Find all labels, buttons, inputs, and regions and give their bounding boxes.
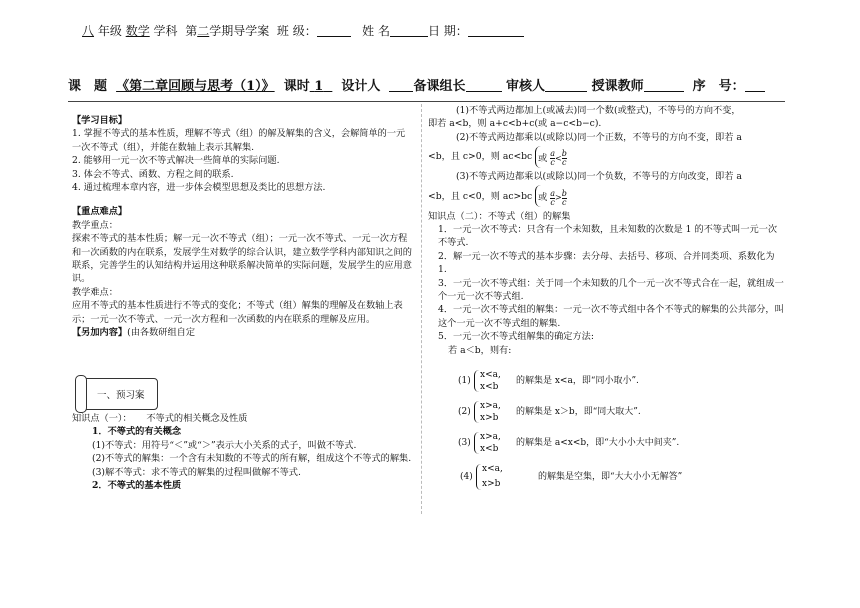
date-label: 日 期：	[427, 24, 468, 38]
designer-field[interactable]	[389, 79, 413, 92]
goal-item: 3. 体会不等式、函数、方程之间的联系.	[72, 168, 234, 180]
goal-item: 2. 能够用一元一次不等式解决一些简单的实际问题.	[72, 155, 280, 167]
kp1-label: 知识点（一）：	[72, 413, 132, 424]
property-1a: (1)不等式两边都加上(或减去)同一个数(或整式)，不等号的方向不变，	[456, 105, 741, 116]
system-desc: 的解集是 x＞b，即“同大取大”.	[516, 407, 641, 417]
topic-label: 课 题	[68, 79, 108, 94]
fraction-b-over-c: $\frac{b}{c}$	[561, 188, 567, 207]
grade-value: 八	[82, 24, 95, 38]
system-number: (2)	[458, 407, 471, 417]
leader-label: 备课组长	[413, 79, 466, 94]
system-desc: 的解集是空集，即“大大小小无解答”	[538, 472, 683, 482]
brace-icon	[474, 370, 479, 392]
system-bottom: x<b	[480, 382, 499, 392]
or-label: 或	[538, 152, 548, 164]
property-3b: <b，且 c<0，则 ac>bc	[428, 190, 533, 202]
kp1-sub1: 1．不等式的有关概念	[92, 426, 182, 438]
relation-sign: <	[555, 153, 562, 163]
subject-value: 数学	[125, 24, 150, 38]
system-number: (4)	[460, 472, 473, 482]
designer-label: 设计人	[341, 79, 381, 94]
kp2-item: 5．一元一次不等式组解集的确定方法:	[438, 331, 594, 343]
topic-value: 《第二章回顾与思考（1）》	[116, 79, 275, 94]
left-column-lower	[72, 412, 412, 492]
header-divider	[68, 101, 785, 102]
course-info-line	[68, 75, 765, 94]
column-divider	[421, 104, 422, 514]
kp2-item: 3．一元一次不等式组：关于同一个未知数的几个一元一次不等式合在一起，就组成一个一元一次不等式组.	[438, 277, 784, 303]
name-field[interactable]	[390, 24, 428, 37]
system-top: x>a,	[480, 401, 501, 411]
kp1-item: (1)不等式：用符号“＜”或“＞”表示大小关系的式子，叫做不等式.	[92, 439, 357, 451]
goal-item: 1. 掌握不等式的基本性质，理解不等式（组）的解及解集的含义，会解简单的一元一次不等式（组），并能在数轴上表示其解集.	[72, 128, 406, 153]
system-desc: 的解集是 x<a，即“同小取小”.	[516, 376, 639, 386]
kp1-title: 不等式的相关概念及性质	[146, 413, 248, 424]
property-1b: 即若 a<b，则 a+c<b+c(或 a−c<b−c).	[428, 118, 602, 130]
preview-scroll-banner	[78, 378, 158, 410]
seq-label: 序 号：	[692, 79, 745, 94]
teacher-label: 授课教师	[591, 79, 644, 94]
seq-field[interactable]	[745, 79, 765, 92]
semester-post: 学期导学案	[209, 24, 270, 38]
key-text: 探索不等式的基本性质；解一元一次不等式（组）；一元一次不等式、一元一次方程和一次函数的内在联系，发展学生对数学的综合认识，建立数学学科内部知识之间的联系，完善学生的认知结构并运用这种联系解决简单的实际问题，发展学生的应用意识。	[72, 233, 412, 285]
system-number: (3)	[458, 438, 471, 448]
leader-field[interactable]	[466, 79, 502, 92]
brace-icon	[535, 185, 567, 207]
fraction-a-over-c: $\frac{a}{c}$	[550, 188, 556, 207]
brace-icon	[474, 401, 479, 423]
period-label: 课时	[283, 79, 310, 94]
name-label: 姓 名	[362, 24, 390, 38]
class-label: 班 级：	[276, 24, 317, 38]
scroll-curl	[75, 375, 87, 413]
or-label: 或	[538, 192, 548, 204]
teacher-field[interactable]	[644, 79, 684, 92]
brace-icon	[474, 432, 479, 454]
kp1-item: (3)解不等式：求不等式的解集的过程叫做解不等式.	[92, 466, 301, 478]
difficulty-label: 教学难点：	[72, 286, 118, 298]
kp1-sub2: 2．不等式的基本性质	[92, 480, 182, 492]
extra-note: (由各数研组自定	[127, 327, 196, 339]
kp2-item: 4．一元一次不等式组的解集：一元一次不等式组中各个不等式的解集的公共部分，叫这个一元一次不等式组的解集.	[438, 304, 784, 329]
property-2b: <b，且 c>0，则 ac<bc	[428, 151, 533, 163]
left-column	[72, 114, 412, 340]
semester-pre: 第	[185, 24, 198, 38]
reviewer-field[interactable]	[545, 79, 587, 92]
semester-value: 二	[197, 24, 210, 38]
class-field[interactable]	[317, 24, 351, 37]
system-top: x<a,	[480, 370, 501, 380]
reviewer-label: 审核人	[506, 79, 546, 94]
fraction-a-over-c: $\frac{a}{c}$	[550, 149, 556, 168]
k5-premise: 若 a＜b，则有:	[448, 344, 512, 356]
property-3a: (3)不等式两边都乘以(或除以)同一个负数，不等号的方向改变，即若 a	[456, 171, 742, 183]
relation-sign: >	[555, 193, 562, 203]
date-field[interactable]	[468, 24, 524, 37]
kp2-title: 知识点（二）：不等式（组）的解集	[428, 210, 571, 222]
fraction-b-over-c: $\frac{b}{c}$	[561, 149, 567, 168]
goals-title: 【学习目标】	[72, 115, 128, 126]
brace-icon	[476, 464, 481, 490]
kp2-item: 2．解一元一次不等式的基本步骤：去分母、去括号、移项、合并同类项、系数化为 1.	[438, 250, 775, 276]
scroll-label: 一、预习案	[97, 390, 145, 401]
system-top: x<a,	[482, 464, 503, 474]
key-label: 教学重点：	[72, 219, 118, 231]
system-bottom: x>b	[480, 413, 499, 423]
kp1-item: (2)不等式的解集：一个含有未知数的不等式的所有解，组成这个不等式的解集.	[92, 453, 412, 465]
kp2-item: 1．一元一次不等式：只含有一个未知数，且未知数的次数是 1 的不等式叫一元一次不等式.	[438, 224, 778, 249]
goal-item: 4. 通过梳理本章内容，进一步体会模型思想及类比的思想方法.	[72, 182, 326, 194]
period-value: 1	[314, 79, 324, 94]
header-line	[82, 22, 524, 39]
property-2a: (2)不等式两边都乘以(或除以)同一个正数，不等号的方向不变，即若 a	[456, 131, 742, 143]
subject-label: 学科	[153, 24, 178, 38]
system-bottom: x>b	[482, 479, 501, 489]
extra-title: 【另加内容】	[72, 327, 128, 339]
system-top: x>a,	[480, 432, 501, 442]
system-bottom: x<b	[480, 444, 499, 454]
grade-label: 年级	[97, 24, 122, 38]
system-number: (1)	[458, 376, 471, 386]
right-column	[428, 104, 786, 357]
brace-icon	[535, 146, 567, 168]
key-title: 【重点难点】	[72, 206, 128, 218]
system-desc: 的解集是 a<x<b，即“大小小大中间夹”.	[516, 438, 680, 448]
difficulty-text: 应用不等式的基本性质进行不等式的变化；不等式（组）解集的理解及在数轴上表示；一元一次不等式、一元一次方程和一次函数的内在联系的理解及应用。	[72, 300, 403, 325]
